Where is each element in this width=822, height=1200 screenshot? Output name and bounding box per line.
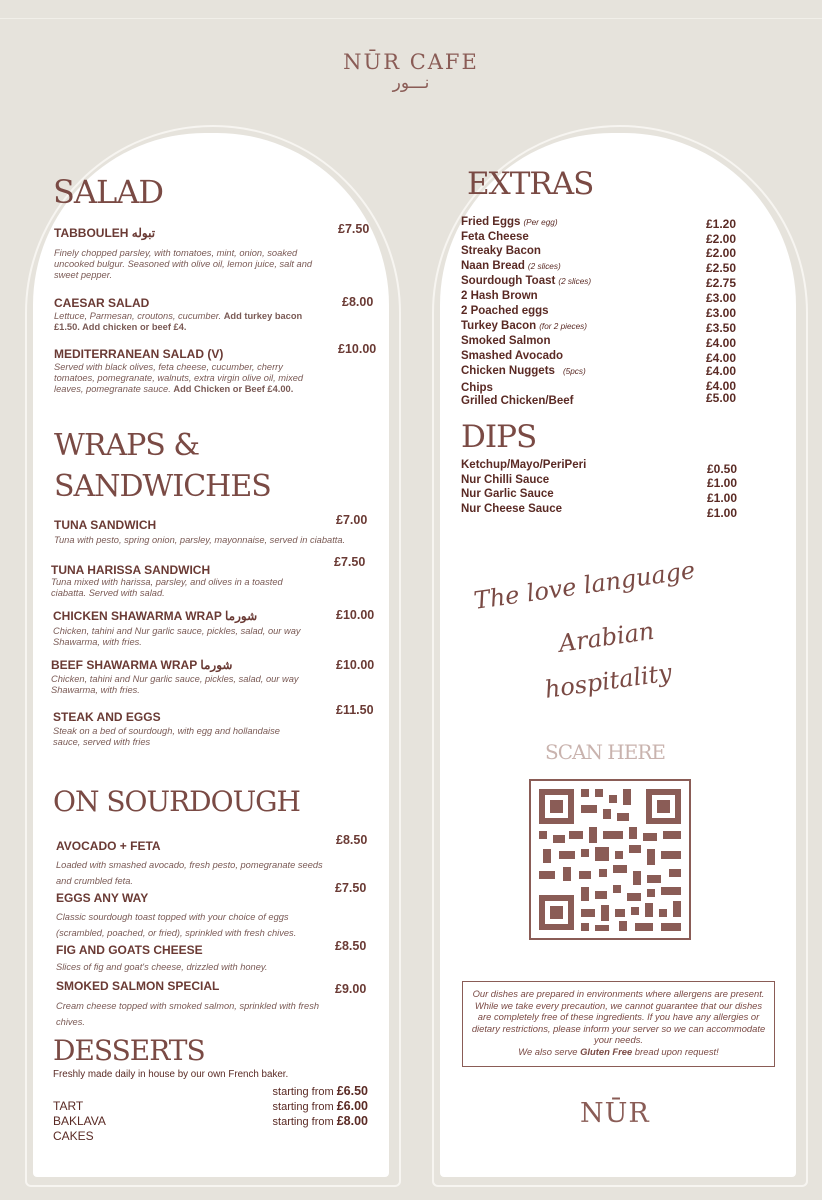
dip-name: Nur Garlic Sauce [461,488,554,500]
extra-name [461,365,586,377]
dessert-price-value: £6.50 [336,1084,368,1098]
extra-name-text: Turkey Bacon [461,320,537,332]
starting-from-label: starting from [272,1086,334,1098]
menu-item-name: EGGS ANY WAY [56,891,149,905]
menu-item-price: £10.00 [336,658,375,672]
extra-price: £2.50 [706,261,737,275]
menu-item-desc: Slices of fig and goat's cheese, drizzled with honey. [56,962,268,972]
extra-name: Smoked Salmon [461,335,551,347]
menu-item-desc: Tuna with pesto, spring onion, parsley, mayonnaise, served in ciabatta. [54,535,346,545]
extra-price: £3.50 [706,321,737,335]
logo-arabic: نـــور [392,73,430,93]
extra-note: (for 2 pieces) [539,322,587,331]
extra-price: £3.00 [706,306,737,320]
extra-price: £2.00 [706,232,737,246]
extra-price: £2.00 [706,246,737,260]
extra-name-text: Chicken Nuggets [461,365,555,377]
menu-item-price: £7.50 [334,555,366,569]
dessert-price [268,1114,368,1128]
menu-item-name: CAESAR SALAD [54,296,150,310]
dip-price: £0.50 [707,462,738,476]
cafe-logo [0,50,822,92]
extra-price: £1.20 [706,217,737,231]
menu-item-desc: Chicken, tahini and Nur garlic sauce, pickles, salad, our way Shawarma, with fries. [51,674,299,695]
menu-item-name: STEAK AND EGGS [53,710,161,724]
menu-item-price: £10.00 [336,608,375,622]
extras-row [461,260,751,275]
extra-note: (2 slices) [527,262,561,271]
extra-note: (5pcs) [562,367,586,376]
extras-row [461,305,751,320]
menu-item-desc: Classic sourdough toast topped with your choice of eggs (scrambled, poached, or fried), sprinkled with fresh chives. [56,912,297,938]
extra-name [461,320,587,332]
extra-name: Feta Cheese [461,231,529,243]
dessert-name: TART [53,1099,84,1113]
menu-item-price: £9.00 [335,982,367,996]
menu-item-name: BEEF SHAWARMA WRAP شورما [51,658,233,672]
menu-item-desc: Cream cheese topped with smoked salmon, sprinkled with fresh chives. [56,1001,320,1027]
menu-item-price: £8.00 [342,295,374,309]
salad-heading: SALAD [53,173,164,211]
menu-item-desc [54,362,320,395]
menu-item-desc: Steak on a bed of sourdough, with egg and hollandaise sauce, served with fries [53,726,280,747]
extra-name: Smashed Avocado [461,350,564,362]
tagline-line2: Arabian [557,616,656,658]
allergy-notice [462,981,775,1067]
extra-name: 2 Hash Brown [461,290,538,302]
tagline-line1: The love language [472,556,697,615]
menu-item-name: TUNA SANDWICH [54,518,157,532]
menu-item-desc-extra: Add Chicken or Beef £4.00. [173,384,294,394]
dip-price: £1.00 [707,491,738,505]
top-divider [0,18,822,19]
extra-name: Streaky Bacon [461,245,541,257]
dip-name: Nur Chilli Sauce [461,474,550,486]
dessert-price [268,1084,368,1098]
extras-heading: EXTRAS [467,166,594,202]
starting-from-label: starting from [272,1116,334,1128]
starting-from-label: starting from [272,1101,334,1113]
gf-bold: Gluten Free [580,1045,633,1057]
menu-item-name: TUNA HARISSA SANDWICH [51,563,211,577]
menu-item-name: CHICKEN SHAWARMA WRAP شورما [53,609,258,623]
extra-price: £2.75 [706,276,737,290]
extra-name: Grilled Chicken/Beef [461,395,574,407]
menu-item-name: TABBOULEH تبوله [54,226,156,240]
menu-item-desc: Chicken, tahini and Nur garlic sauce, pickles, salad, our way Shawarma, with fries. [53,626,301,647]
extras-row [461,231,751,245]
menu-item-price: £7.50 [338,222,370,236]
extras-row [461,216,751,231]
extra-name-text: Naan Bread [461,260,525,272]
menu-item-desc-extra: Add turkey bacon £1.50. Add chicken or beef £4. [54,311,303,332]
sourdough-heading: ON SOURDOUGH [53,785,300,818]
gluten-free-note [471,1046,766,1058]
desserts-intro: Freshly made daily in house by our own French baker. [53,1069,289,1080]
dessert-name: CAKES [53,1129,94,1143]
menu-item-price: £7.00 [336,513,368,527]
qr-code-icon[interactable] [529,779,691,940]
menu-item-name: AVOCADO + FETA [56,839,161,853]
menu-item-name: MEDITERRANEAN SALAD (V) [54,347,224,361]
menu-item-desc: Tuna mixed with harissa, parsley, and olives in a toasted ciabatta. Served with salad. [51,577,283,598]
desserts-heading: DESSERTS [53,1034,205,1067]
extras-list [461,216,751,409]
menu-item-price: £10.00 [338,342,377,356]
extra-price: £5.00 [706,391,737,405]
extra-name: Chips [461,382,493,394]
extras-row [461,275,751,290]
dessert-price-value: £8.00 [336,1114,368,1128]
wraps-heading: WRAPS & [54,428,200,463]
extras-row [461,245,751,260]
extra-note: (Per egg) [523,218,558,227]
extra-name [461,260,561,272]
menu-item-price: £8.50 [335,939,367,953]
menu-item-price: £8.50 [336,833,368,847]
extras-row [461,290,751,305]
dessert-price [268,1099,368,1113]
dips-heading: DIPS [461,419,537,455]
dessert-price-value: £6.00 [336,1099,368,1113]
nur-bottom-logo: NŪR [580,1098,650,1129]
extra-name [461,216,558,228]
extras-row [461,335,751,350]
extra-price: £3.00 [706,291,737,305]
menu-item-name: SMOKED SALMON SPECIAL [56,979,220,993]
menu-item-desc [54,311,324,333]
extra-name-text: Sourdough Toast [461,275,556,287]
extra-name [461,275,591,287]
tagline-line3: hospitality [543,658,674,704]
dip-name: Nur Cheese Sauce [461,503,562,515]
logo-name: NŪR CAFE [343,50,479,74]
extras-row [461,391,751,409]
menu-item-name: FIG AND GOATS CHEESE [56,943,203,957]
gf-prefix: We also serve [518,1045,581,1057]
gf-suffix: bread upon request! [632,1045,719,1057]
extras-row [461,320,751,335]
extra-note: (2 slices) [558,277,592,286]
menu-item-desc-text: Served with black olives, feta cheese, cucumber, cherry tomatoes, pomegranate, walnuts, extra virgin olive oil, mixed leaves, pomegranate sauce. [54,362,304,394]
dip-name: Ketchup/Mayo/PeriPeri [461,459,587,471]
menu-item-price: £11.50 [336,703,374,717]
extra-price: £4.00 [706,364,737,378]
extra-price: £4.00 [706,336,737,350]
wraps-heading-line2: SANDWICHES [54,469,271,504]
extra-price: £4.00 [706,351,737,365]
menu-item-price: £7.50 [335,881,367,895]
extra-price: £4.00 [706,379,737,393]
dessert-name: BAKLAVA [53,1114,106,1128]
menu-item-desc-text: Lettuce, Parmesan, croutons, cucumber. [54,311,222,321]
extra-name: 2 Poached eggs [461,305,549,317]
extras-row [461,365,751,380]
menu-item-desc: Finely chopped parsley, with tomatoes, mint, onion, soaked uncooked bulgur. Seasoned with olive oil, lemon juice, salt and sweet pepper. [54,248,313,280]
extras-row [461,350,751,365]
scan-here-label: SCAN HERE [545,740,666,764]
dip-price: £1.00 [707,476,738,490]
menu-item-desc: Loaded with smashed avocado, fresh pesto, pomegranate seeds and crumbled feta. [56,860,323,886]
dip-price: £1.00 [707,506,738,520]
allergy-text: Our dishes are prepared in environments where allergens are present. While we take every precaution, we cannot guarantee that our dishes are completely free of these ingredients. If you have any allergies or dietary restrictions, please inform your server so we can accommodate your needs. [471,988,766,1045]
extra-name-text: Fried Eggs [461,216,521,228]
